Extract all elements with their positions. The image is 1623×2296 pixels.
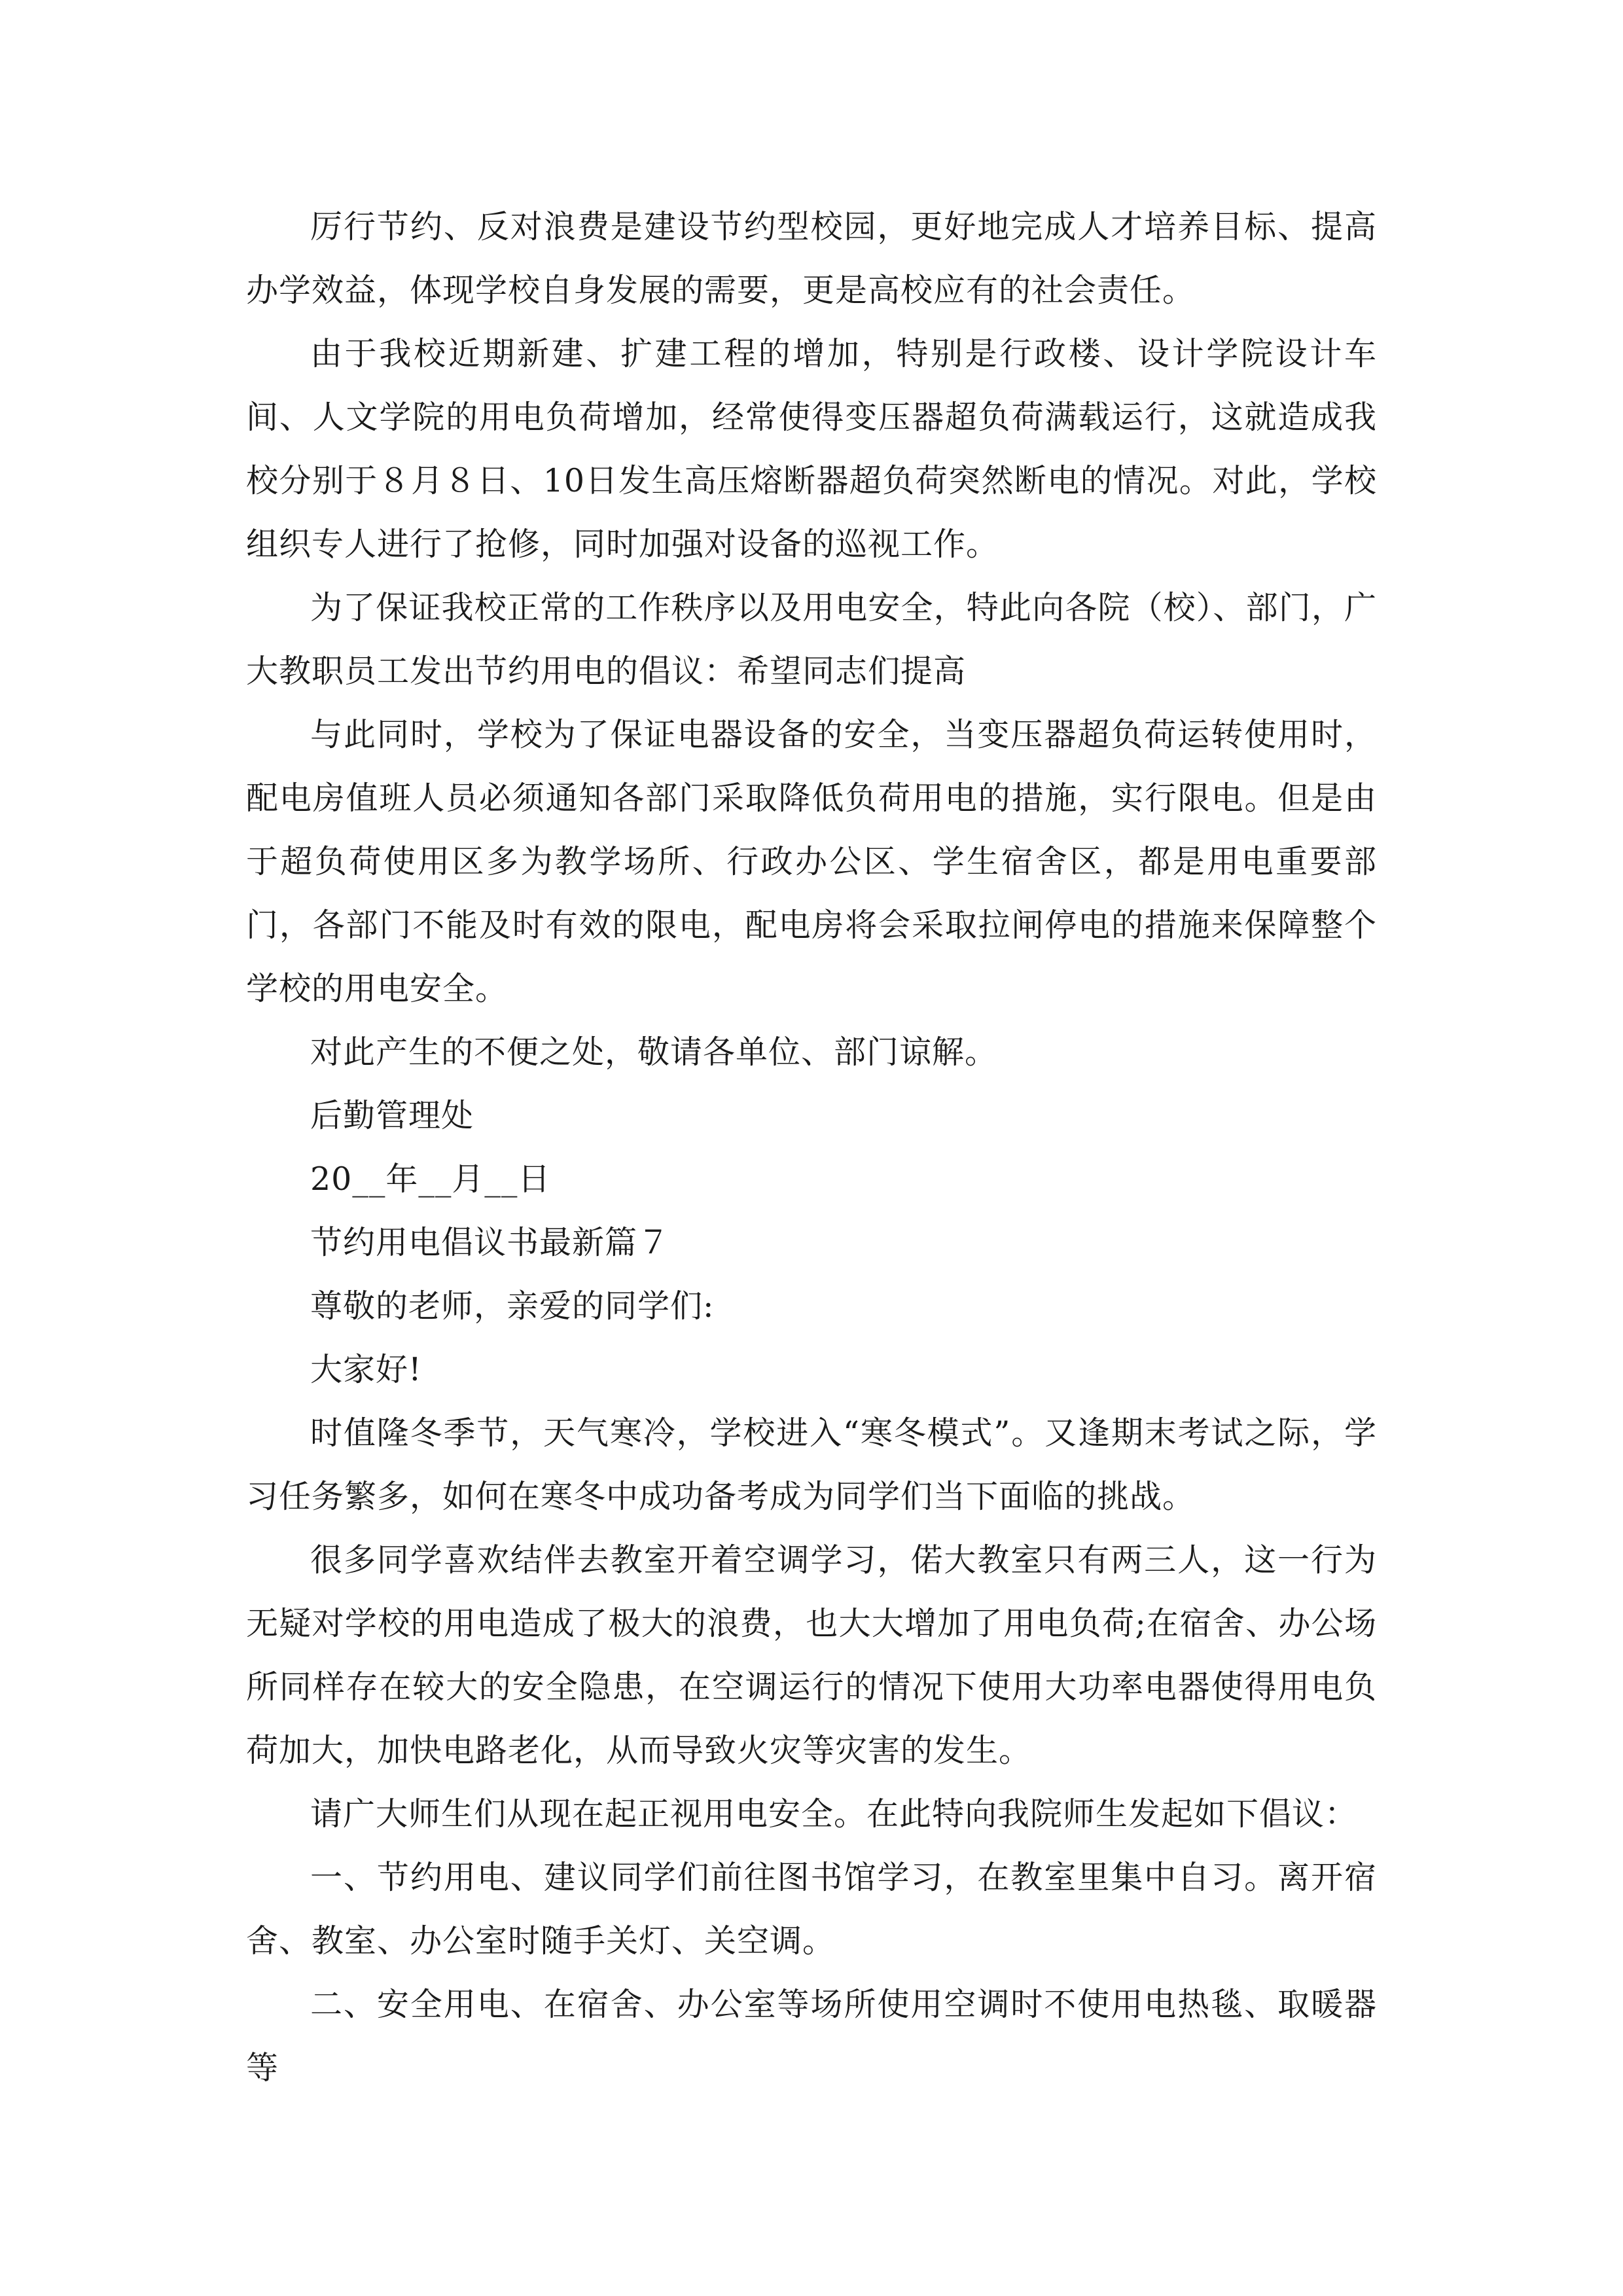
- signature-date: 20__年__月__日: [310, 1160, 551, 1198]
- paragraph-power-limit: 与此同时，学校为了保证电器设备的安全，当变压器超负荷运转使用时，配电房值班人员必须通知各部门采取降低负荷用电的措施，实行限电。但是由于超负荷使用区多为教学场所、行政办公区、学生宿舍区，都是用电重要部门，各部门不能及时有效的限电，配电房将会采取拉闸停电的措施来保障整个学校的用电安全。: [246, 716, 1377, 1007]
- salutation: 尊敬的老师，亲爱的同学们:: [310, 1287, 715, 1325]
- proposal-item-1: 一、节约用电、建议同学们前往图书馆学习，在教室里集中自习。离开宿舍、教室、办公室时随手关灯、关空调。: [246, 1859, 1377, 1960]
- paragraph-appeal: 为了保证我校正常的工作秩序以及用电安全，特此向各院（校）、部门，广大教职员工发出节约用电的倡议：希望同志们提高: [246, 589, 1377, 690]
- paragraph-waste: 很多同学喜欢结伴去教室开着空调学习，偌大教室只有两三人，这一行为无疑对学校的用电造成了极大的浪费，也大大增加了用电负荷;在宿舍、办公场所同样存在较大的安全隐患，在空调运行的情况下使用大功率电器使得用电负荷加大，加快电路老化，从而导致火灾等灾害的发生。: [246, 1541, 1377, 1769]
- apology-line: 对此产生的不便之处，敬请各单位、部门谅解。: [310, 1033, 998, 1071]
- paragraph-outage-background: 由于我校近期新建、扩建工程的增加，特别是行政楼、设计学院设计车间、人文学院的用电负荷增加，经常使得变压器超负荷满载运行，这就造成我校分别于８月８日、10日发生高压熔断器超负荷突然断电的情况。对此，学校组织专人进行了抢修，同时加强对设备的巡视工作。: [246, 335, 1377, 563]
- paragraph-proposal-intro: 请广大师生们从现在起正视用电安全。在此特向我院师生发起如下倡议：: [310, 1795, 1358, 1833]
- paragraph-winter: 时值隆冬季节，天气寒冷，学校进入“寒冬模式”。又逢期末考试之际，学习任务繁多，如何在寒冬中成功备考成为同学们当下面临的挑战。: [246, 1414, 1377, 1515]
- proposal-item-2: 二、安全用电、在宿舍、办公室等场所使用空调时不使用电热毯、取暖器等: [246, 1986, 1377, 2087]
- signature-department: 后勤管理处: [310, 1097, 474, 1134]
- greeting: 大家好!: [310, 1351, 422, 1388]
- document-body: [246, 195, 1377, 2100]
- section-title: 节约用电倡议书最新篇７: [310, 1224, 671, 1261]
- paragraph-intro: 厉行节约、反对浪费是建设节约型校园，更好地完成人才培养目标、提高办学效益，体现学校自身发展的需要，更是高校应有的社会责任。: [246, 208, 1377, 309]
